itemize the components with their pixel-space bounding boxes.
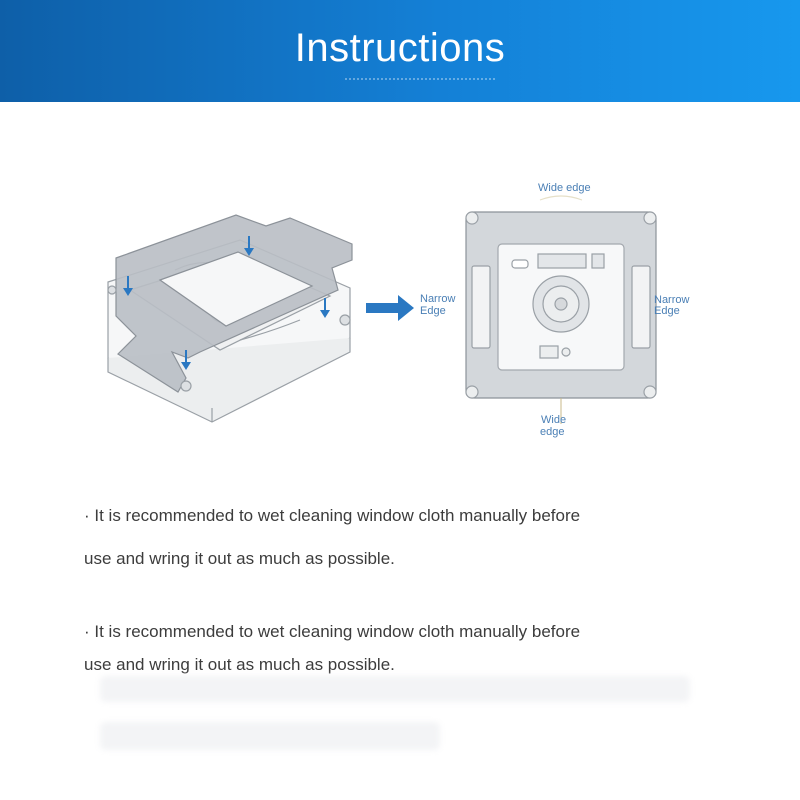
- faded-text-smudge: [100, 676, 690, 702]
- wide-edge-top-label: Wide edge: [538, 182, 591, 194]
- note-1-line-2: use and wring it out as much as possible.: [84, 549, 395, 568]
- narrow-edge-left-label-2: Edge: [420, 305, 446, 317]
- robot-isometric-drawing: [108, 215, 352, 422]
- robot-top-view-drawing: [466, 196, 656, 424]
- right-arrow-icon: [366, 295, 414, 321]
- wide-edge-bottom-label-1: Wide: [541, 414, 567, 426]
- note-2-line-2: use and wring it out as much as possible.: [84, 655, 395, 674]
- narrow-edge-right-label-2: Edge: [654, 305, 680, 317]
- note-1-line-1: · It is recommended to wet cleaning window cloth manually before: [84, 506, 581, 525]
- header-banner: [0, 0, 800, 102]
- narrow-edge-left-label-1: Narrow: [420, 293, 456, 305]
- note-2-line-1: · It is recommended to wet cleaning window cloth manually before: [84, 622, 581, 641]
- instruction-illustration: [0, 140, 800, 470]
- narrow-edge-right-label-1: Narrow: [654, 294, 690, 306]
- wide-edge-bottom-label-2: edge: [540, 426, 565, 438]
- faded-text-smudge: [100, 722, 440, 750]
- page-title: Instructions: [294, 26, 506, 70]
- title-underline: [345, 78, 495, 80]
